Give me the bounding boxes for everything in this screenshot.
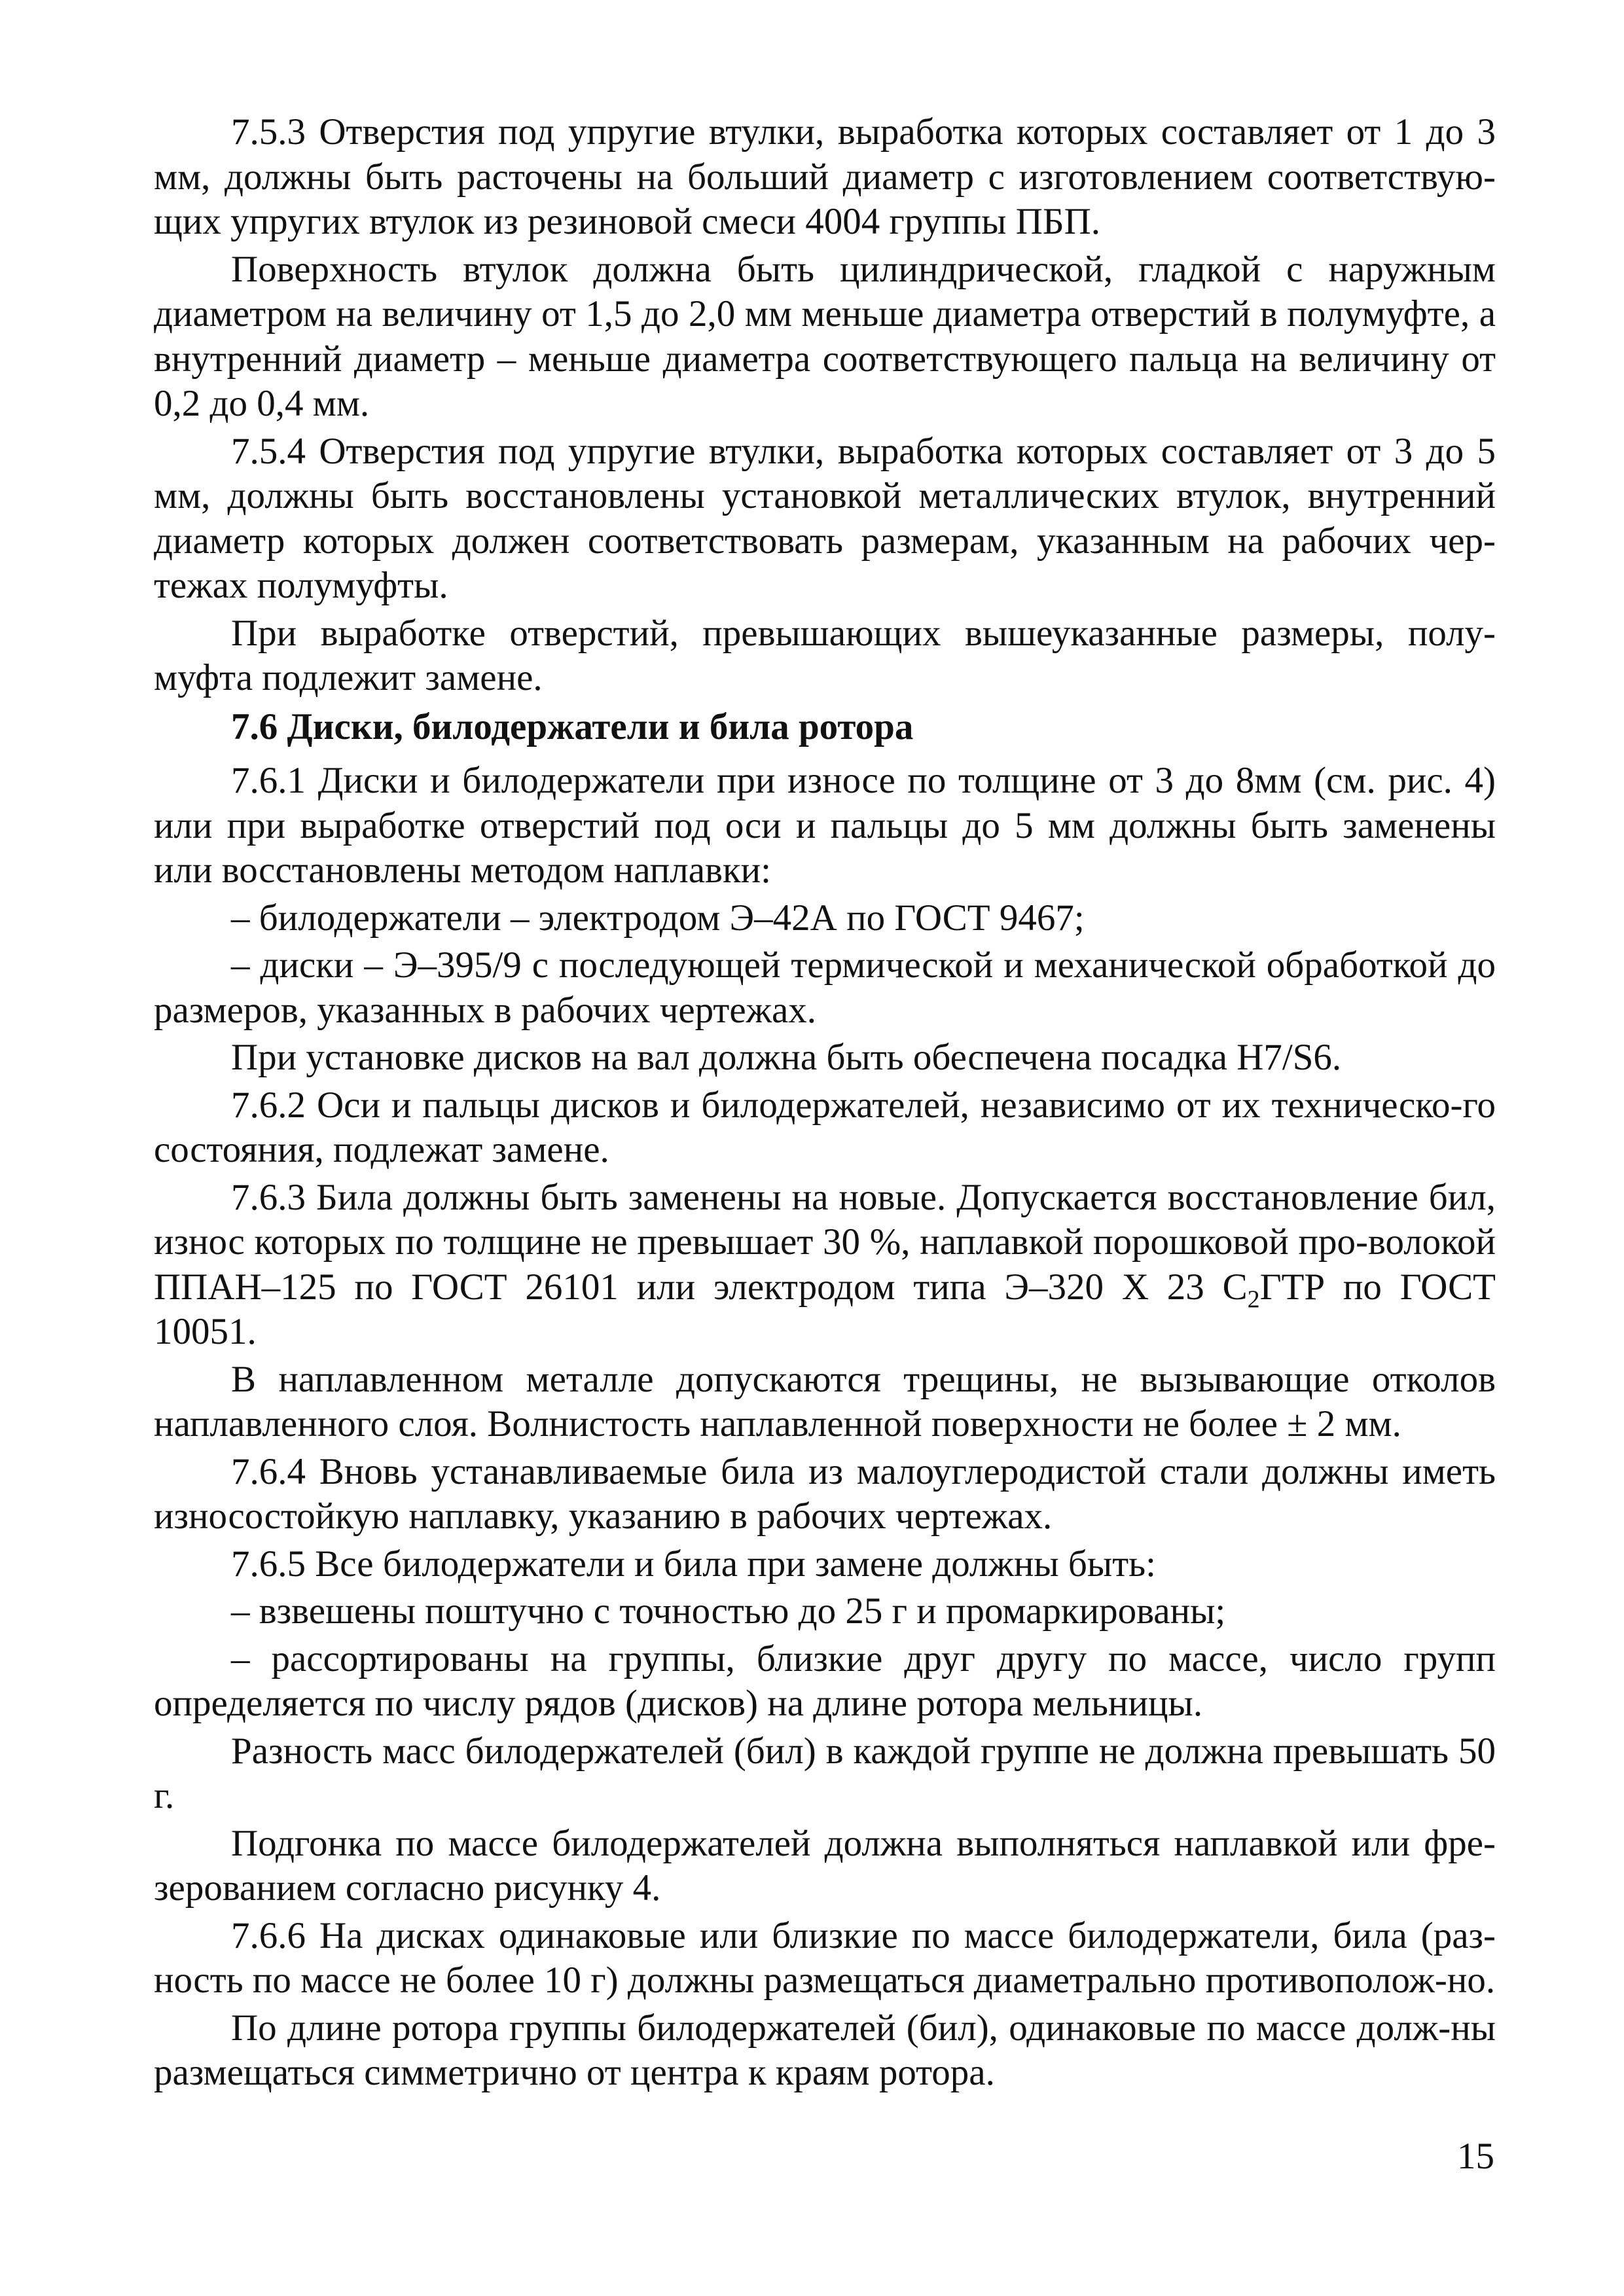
paragraph-7-6-6: 7.6.6 На дисках одинаковые или близкие по массе билодержатели, била (раз-ность по массе не более 10 г) должны размещаться диаметрально противополож-но. bbox=[154, 1914, 1496, 2001]
paragraph-7-6-2: 7.6.2 Оси и пальцы дисков и билодержателей, независимо от их техническо-го состояния, подлежат замене. bbox=[154, 1084, 1496, 1170]
paragraph-7-6-3-text-a: 7.6.3 Била должны быть заменены на новые. Допускается восстановление бил, износ которых по толщине не превышает 30 %, наплавкой порошковой про-волокой ППАН–125 по ГОСТ 26101 или электродом типа Э–320 Х 23 С bbox=[154, 1176, 1496, 1308]
paragraph-7-6-5: 7.6.5 Все билодержатели и била при замене должны быть: bbox=[231, 1543, 1156, 1585]
paragraph-shaft-fit: При установке дисков на вал должна быть обеспечена посадка H7/S6. bbox=[231, 1037, 1342, 1078]
subscript-2: 2 bbox=[1247, 1285, 1260, 1313]
paragraph-7-6-3 bbox=[154, 1175, 1496, 1355]
document-page bbox=[154, 110, 1496, 2098]
paragraph-mass-difference: Разность масс билодержателей (бил) в каждой группе не должна превышать 50 г. bbox=[154, 1730, 1496, 1816]
paragraph-bushing-surface: Поверхность втулок должна быть цилиндрической, гладкой с наружным диаметром на величину от 1,5 до 2,0 мм меньше диаметра отверстий в полумуфте, а внутренний диаметр – меньше диаметра соответствующего пальца на величину от 0,2 до 0,4 мм. bbox=[154, 248, 1496, 424]
paragraph-7-6-1: 7.6.1 Диски и билодержатели при износе по толщине от 3 до 8мм (см. рис. 4) или при выработке отверстий под оси и пальцы до 5 мм должны быть заменены или восстановлены методом наплавки: bbox=[154, 760, 1496, 891]
paragraph-7-6-3-text-b: ГТР по ГОСТ 10051. bbox=[154, 1266, 1496, 1352]
paragraph-mass-fitting: Подгонка по массе билодержателей должна выполняться наплавкой или фре-зерованием согласно рисунку 4. bbox=[154, 1822, 1496, 1909]
paragraph-rotor-length: По длине ротора группы билодержателей (бил), одинаковые по массе долж-ны размещаться симметрично от центра к краям ротора. bbox=[154, 2007, 1496, 2093]
list-item-weighed: – взвешены поштучно с точностью до 25 г и промаркированы; bbox=[231, 1590, 1226, 1632]
paragraph-7-6-4: 7.6.4 Вновь устанавливаемые била из малоуглеродистой стали должны иметь износостойкую наплавку, указанию в рабочих чертежах. bbox=[154, 1450, 1496, 1537]
list-item-discs: – диски – Э–395/9 с последующей термической и механической обработкой до размеров, указанных в рабочих чертежах. bbox=[154, 944, 1496, 1031]
paragraph-cracks: В наплавленном металле допускаются трещины, не вызывающие отколов наплавленного слоя. Волнистость наплавленной поверхности не более ± 2 мм. bbox=[154, 1358, 1496, 1444]
paragraph-7-5-4: 7.5.4 Отверстия под упругие втулки, выработка которых составляет от 3 до 5 мм, должны быть восстановлены установкой металлических втулок, внутренний диаметр которых должен соответствовать размерам, указанным на рабочих чер-тежах полумуфты. bbox=[154, 430, 1496, 606]
list-item-sorted: – рассортированы на группы, близкие друг другу по массе, число групп определяется по числу рядов (дисков) на длине ротора мельницы. bbox=[154, 1638, 1496, 1724]
list-item-bit-holders: – билодержатели – электродом Э–42А по ГОСТ 9467; bbox=[231, 897, 1085, 939]
paragraph-7-5-3: 7.5.3 Отверстия под упругие втулки, выработка которых составляет от 1 до 3 мм, должны быть расточены на больший диаметр с изготовлением соответствую-щих упругих втулок из резиновой смеси 4004 группы ПБП. bbox=[154, 111, 1496, 242]
paragraph-wear-replacement: При выработке отверстий, превышающих вышеуказанные размеры, полу-муфта подлежит замене. bbox=[154, 612, 1496, 698]
page-number: 15 bbox=[1457, 2136, 1494, 2177]
section-heading-7-6: 7.6 Диски, билодержатели и била ротора bbox=[231, 706, 914, 747]
